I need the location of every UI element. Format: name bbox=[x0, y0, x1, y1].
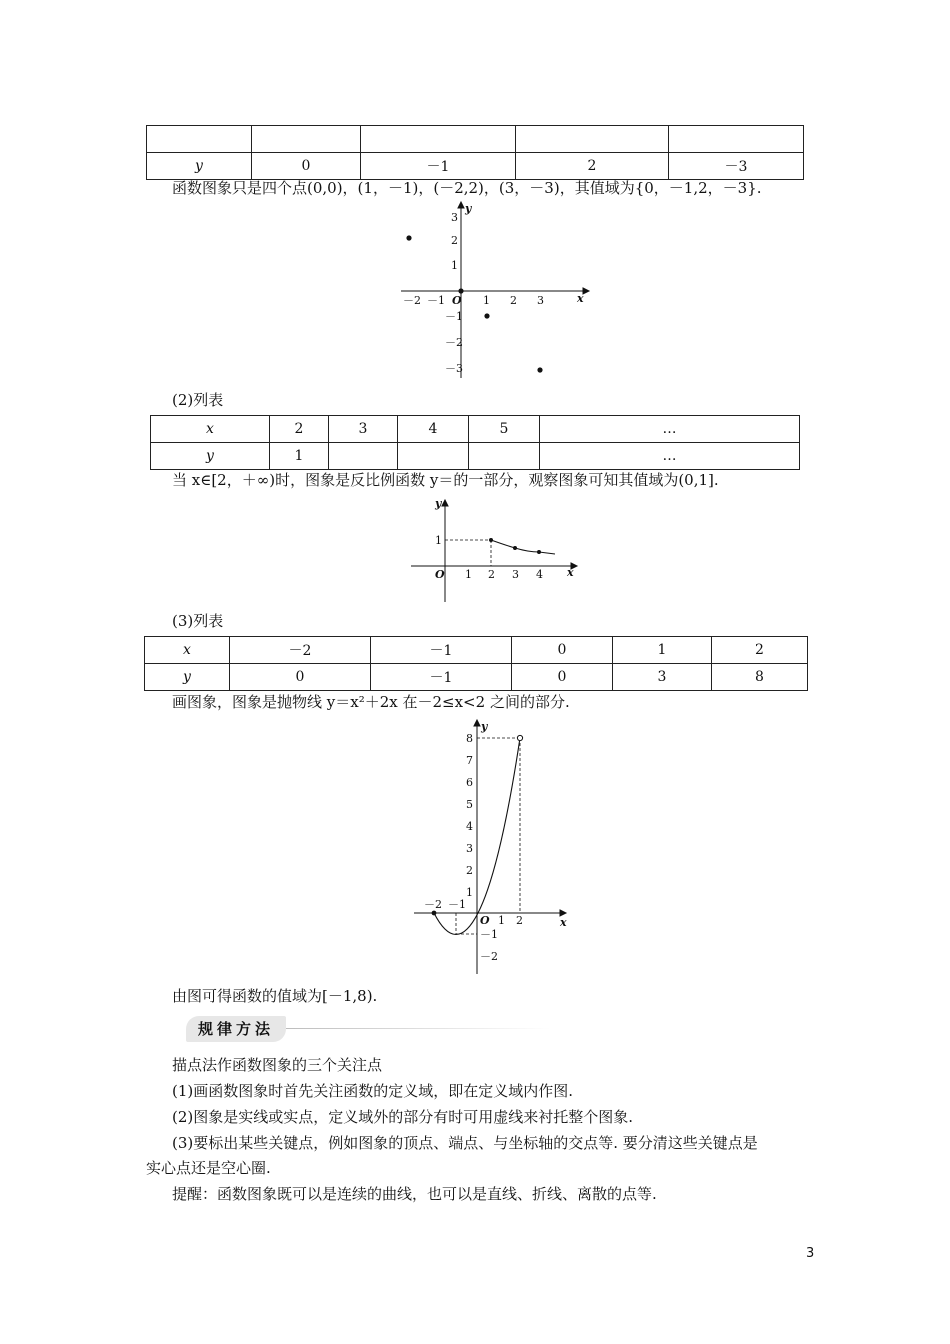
y-tick: 2 bbox=[451, 234, 458, 247]
table-cell: －1 bbox=[371, 664, 512, 691]
y-tick: 1 bbox=[466, 886, 473, 899]
table-cell: … bbox=[540, 416, 800, 443]
paragraph-2: 当 x∈[2，＋∞)时，图象是反比例函数 y＝的一部分，观察图象可知其值域为(0,1]. bbox=[172, 471, 719, 489]
row-label-x: x bbox=[145, 637, 230, 664]
x-tick: 1 bbox=[483, 294, 490, 307]
x-tick: －1 bbox=[427, 294, 445, 307]
table-cell: 2 bbox=[516, 153, 669, 180]
table-row bbox=[145, 637, 808, 664]
x-tick: 2 bbox=[488, 568, 495, 581]
table-cell: 1 bbox=[613, 637, 712, 664]
y-tick: －1 bbox=[480, 928, 498, 941]
page-number: 3 bbox=[806, 1246, 815, 1261]
table-row bbox=[147, 126, 804, 153]
x-tick: 4 bbox=[536, 568, 543, 581]
x-tick: 2 bbox=[516, 914, 523, 927]
x-axis-label: x bbox=[577, 292, 584, 305]
y-tick: －2 bbox=[480, 950, 498, 963]
x-tick: 3 bbox=[537, 294, 544, 307]
data-point bbox=[489, 538, 493, 542]
data-point bbox=[513, 546, 517, 550]
y-axis-arrow bbox=[442, 500, 448, 506]
x-axis-arrow bbox=[583, 288, 589, 294]
table-row bbox=[147, 153, 804, 180]
table-row bbox=[145, 664, 808, 691]
table-cell: 0 bbox=[512, 637, 613, 664]
heading-3: (3)列表 bbox=[172, 612, 224, 630]
table-cell: 1 bbox=[270, 443, 329, 470]
x-tick: 3 bbox=[512, 568, 519, 581]
table-cell: 3 bbox=[329, 416, 398, 443]
table-cell bbox=[252, 126, 361, 153]
table-cell: 3 bbox=[613, 664, 712, 691]
x-axis-label: x bbox=[560, 916, 567, 929]
x-tick: －2 bbox=[424, 898, 442, 911]
y-tick: 3 bbox=[451, 211, 458, 224]
row-label-y: y bbox=[147, 153, 252, 180]
x-tick: 1 bbox=[465, 568, 472, 581]
y-axis-label: y bbox=[465, 202, 472, 215]
banner-line bbox=[280, 1028, 550, 1029]
x-tick: 2 bbox=[510, 294, 517, 307]
x-tick: －2 bbox=[403, 294, 421, 307]
row-label-x: x bbox=[151, 416, 270, 443]
method-item-3: (3)要标出某些关键点，例如图象的顶点、端点、与坐标轴的交点等. 要分清这些关键点是 bbox=[172, 1134, 758, 1152]
y-axis-label: y bbox=[481, 720, 488, 733]
table-cell: 8 bbox=[712, 664, 808, 691]
paragraph-4: 由图可得函数的值域为[－1,8). bbox=[172, 987, 378, 1005]
data-point bbox=[537, 367, 542, 372]
table-cell: 0 bbox=[252, 153, 361, 180]
paragraph-3: 画图象，图象是抛物线 y＝x²＋2x 在－2≤x<2 之间的部分. bbox=[172, 693, 570, 711]
table-cell: 2 bbox=[712, 637, 808, 664]
table-cell bbox=[361, 126, 516, 153]
rule-method-tag: 规律方法 bbox=[186, 1016, 286, 1042]
y-tick: 5 bbox=[466, 798, 473, 811]
graph-1 bbox=[395, 200, 595, 382]
origin-label: O bbox=[480, 914, 490, 927]
graph-2 bbox=[405, 494, 585, 604]
y-axis-label: y bbox=[435, 497, 442, 510]
y-tick: 3 bbox=[466, 842, 473, 855]
data-point bbox=[537, 550, 541, 554]
method-item-1: (1)画函数图象时首先关注函数的定义域，即在定义域内作图. bbox=[172, 1082, 574, 1100]
endpoint-open bbox=[517, 735, 522, 740]
table-cell bbox=[398, 443, 469, 470]
table-cell: －3 bbox=[669, 153, 804, 180]
table-cell: 0 bbox=[230, 664, 371, 691]
table-row bbox=[151, 416, 800, 443]
paragraph-1: 函数图象只是四个点(0,0)，(1，－1)，(－2,2)，(3，－3)，其值域为{0，－1,2，－3}. bbox=[172, 179, 762, 197]
table-cell bbox=[147, 126, 252, 153]
endpoint-closed bbox=[432, 911, 437, 916]
y-tick: 6 bbox=[466, 776, 473, 789]
y-tick: 1 bbox=[435, 534, 442, 547]
y-tick: 4 bbox=[466, 820, 473, 833]
y-tick: －3 bbox=[445, 362, 463, 375]
y-tick: 2 bbox=[466, 864, 473, 877]
y-tick: 1 bbox=[451, 259, 458, 272]
table-cell: －1 bbox=[361, 153, 516, 180]
x-tick: 1 bbox=[498, 914, 505, 927]
row-label-y: y bbox=[151, 443, 270, 470]
y-tick: 8 bbox=[466, 732, 473, 745]
table-cell: 4 bbox=[398, 416, 469, 443]
method-tip: 提醒：函数图象既可以是连续的曲线，也可以是直线、折线、离散的点等. bbox=[172, 1185, 657, 1203]
method-item-3-continued: 实心点还是空心圈. bbox=[146, 1159, 271, 1177]
y-tick: 7 bbox=[466, 754, 473, 767]
table-3 bbox=[144, 636, 808, 691]
table-cell bbox=[516, 126, 669, 153]
x-axis-label: x bbox=[567, 566, 574, 579]
table-cell: … bbox=[540, 443, 800, 470]
data-point bbox=[484, 313, 489, 318]
method-title: 描点法作函数图象的三个关注点 bbox=[172, 1056, 383, 1074]
data-point bbox=[458, 288, 463, 293]
table-row bbox=[151, 443, 800, 470]
table-cell: 2 bbox=[270, 416, 329, 443]
table-1 bbox=[146, 125, 804, 180]
table-cell: 0 bbox=[512, 664, 613, 691]
table-cell: －1 bbox=[371, 637, 512, 664]
heading-2: (2)列表 bbox=[172, 391, 224, 409]
graph-3 bbox=[410, 716, 580, 978]
y-axis-arrow bbox=[458, 202, 464, 208]
x-tick: －1 bbox=[448, 898, 466, 911]
origin-label: O bbox=[435, 568, 445, 581]
method-item-2: (2)图象是实线或实点，定义域外的部分有时可用虚线来衬托整个图象. bbox=[172, 1108, 634, 1126]
table-cell bbox=[329, 443, 398, 470]
table-2 bbox=[150, 415, 800, 470]
row-label-y: y bbox=[145, 664, 230, 691]
y-tick: －1 bbox=[445, 310, 463, 323]
y-tick: －2 bbox=[445, 336, 463, 349]
table-cell: －2 bbox=[230, 637, 371, 664]
table-cell bbox=[469, 443, 540, 470]
origin-label: O bbox=[452, 294, 462, 307]
table-cell: 5 bbox=[469, 416, 540, 443]
table-cell bbox=[669, 126, 804, 153]
curve bbox=[491, 540, 555, 554]
y-axis-arrow bbox=[474, 720, 480, 726]
data-point bbox=[406, 235, 411, 240]
